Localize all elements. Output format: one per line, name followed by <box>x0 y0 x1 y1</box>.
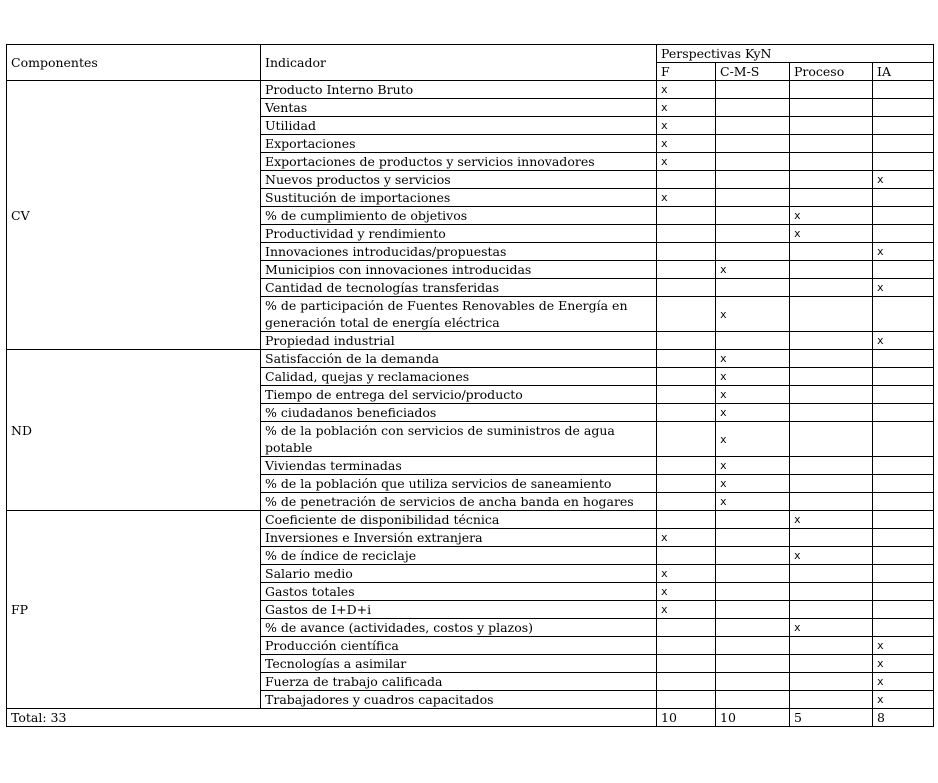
mark-cell-f <box>657 368 716 386</box>
mark-cell-f <box>657 457 716 475</box>
mark-cell-proceso <box>790 493 873 511</box>
mark-cell-proceso: x <box>790 225 873 243</box>
indicador-cell: Ventas <box>261 99 657 117</box>
mark-cell-proceso <box>790 583 873 601</box>
indicador-cell: Productividad y rendimiento <box>261 225 657 243</box>
mark-cell-ia <box>873 368 934 386</box>
indicador-cell: Propiedad industrial <box>261 332 657 350</box>
mark-cell-ia <box>873 261 934 279</box>
mark-cell-ia <box>873 601 934 619</box>
mark-cell-ia <box>873 81 934 99</box>
mark-cell-proceso: x <box>790 547 873 565</box>
mark-cell-ia <box>873 475 934 493</box>
mark-cell-f: x <box>657 565 716 583</box>
mark-cell-proceso <box>790 350 873 368</box>
mark-cell-f: x <box>657 117 716 135</box>
mark-cell-proceso <box>790 189 873 207</box>
mark-cell-proceso <box>790 655 873 673</box>
indicador-cell: Satisfacción de la demanda <box>261 350 657 368</box>
mark-cell-f <box>657 332 716 350</box>
mark-cell-proceso <box>790 457 873 475</box>
indicador-cell: Coeficiente de disponibilidad técnica <box>261 511 657 529</box>
mark-cell-f: x <box>657 135 716 153</box>
mark-cell-f <box>657 493 716 511</box>
mark-cell-proceso: x <box>790 511 873 529</box>
mark-cell-f <box>657 404 716 422</box>
mark-cell-f: x <box>657 529 716 547</box>
mark-cell-ia <box>873 565 934 583</box>
mark-cell-cms <box>716 117 790 135</box>
mark-cell-proceso: x <box>790 619 873 637</box>
mark-cell-ia: x <box>873 332 934 350</box>
indicador-cell: Salario medio <box>261 565 657 583</box>
mark-cell-ia <box>873 511 934 529</box>
mark-cell-cms <box>716 189 790 207</box>
mark-cell-proceso <box>790 135 873 153</box>
indicador-cell: Tiempo de entrega del servicio/producto <box>261 386 657 404</box>
mark-cell-ia <box>873 297 934 332</box>
indicador-cell: Calidad, quejas y reclamaciones <box>261 368 657 386</box>
header-row-1 <box>7 45 934 63</box>
mark-cell-f <box>657 673 716 691</box>
mark-cell-f: x <box>657 81 716 99</box>
mark-cell-proceso <box>790 422 873 457</box>
mark-cell-proceso <box>790 261 873 279</box>
mark-cell-cms: x <box>716 475 790 493</box>
mark-cell-ia <box>873 117 934 135</box>
header-indicador: Indicador <box>261 45 657 81</box>
mark-cell-proceso <box>790 243 873 261</box>
mark-cell-proceso <box>790 673 873 691</box>
mark-cell-proceso <box>790 332 873 350</box>
table-row <box>7 81 934 99</box>
mark-cell-f: x <box>657 189 716 207</box>
mark-cell-proceso <box>790 99 873 117</box>
mark-cell-proceso <box>790 475 873 493</box>
indicador-cell: % de índice de reciclaje <box>261 547 657 565</box>
mark-cell-f <box>657 511 716 529</box>
mark-cell-cms <box>716 637 790 655</box>
indicador-cell: Nuevos productos y servicios <box>261 171 657 189</box>
mark-cell-f <box>657 386 716 404</box>
mark-cell-ia: x <box>873 243 934 261</box>
mark-cell-f: x <box>657 583 716 601</box>
mark-cell-f: x <box>657 99 716 117</box>
mark-cell-ia <box>873 99 934 117</box>
mark-cell-ia <box>873 619 934 637</box>
mark-cell-cms <box>716 673 790 691</box>
mark-cell-cms <box>716 529 790 547</box>
mark-cell-cms <box>716 207 790 225</box>
indicador-cell: Producción científica <box>261 637 657 655</box>
mark-cell-ia <box>873 350 934 368</box>
mark-cell-proceso <box>790 81 873 99</box>
mark-cell-proceso <box>790 529 873 547</box>
table-row <box>7 350 934 368</box>
mark-cell-ia: x <box>873 655 934 673</box>
indicador-cell: Inversiones e Inversión extranjera <box>261 529 657 547</box>
indicador-cell: Fuerza de trabajo calificada <box>261 673 657 691</box>
total-row <box>7 709 934 727</box>
indicador-cell: % de la población que utiliza servicios de saneamiento <box>261 475 657 493</box>
mark-cell-ia <box>873 422 934 457</box>
mark-cell-proceso <box>790 117 873 135</box>
indicador-cell: % de penetración de servicios de ancha banda en hogares <box>261 493 657 511</box>
indicators-table <box>6 44 934 727</box>
mark-cell-cms <box>716 225 790 243</box>
mark-cell-cms <box>716 565 790 583</box>
mark-cell-cms: x <box>716 386 790 404</box>
indicador-cell: Gastos de I+D+i <box>261 601 657 619</box>
total-cms: 10 <box>716 709 790 727</box>
mark-cell-proceso <box>790 279 873 297</box>
total-proceso: 5 <box>790 709 873 727</box>
total-ia: 8 <box>873 709 934 727</box>
table-body <box>7 81 934 709</box>
mark-cell-cms <box>716 619 790 637</box>
mark-cell-cms <box>716 691 790 709</box>
indicador-cell: % de participación de Fuentes Renovables de Energía en generación total de energía eléctrica <box>261 297 657 332</box>
mark-cell-proceso <box>790 368 873 386</box>
total-label: Total: 33 <box>7 709 657 727</box>
header-col-cms: C-M-S <box>716 63 790 81</box>
mark-cell-f <box>657 691 716 709</box>
mark-cell-cms <box>716 583 790 601</box>
mark-cell-ia <box>873 547 934 565</box>
mark-cell-f <box>657 422 716 457</box>
indicador-cell: Producto Interno Bruto <box>261 81 657 99</box>
mark-cell-proceso <box>790 637 873 655</box>
mark-cell-proceso: x <box>790 207 873 225</box>
total-f: 10 <box>657 709 716 727</box>
mark-cell-cms <box>716 81 790 99</box>
component-cell: CV <box>7 81 261 350</box>
mark-cell-ia <box>873 404 934 422</box>
mark-cell-ia <box>873 457 934 475</box>
mark-cell-ia: x <box>873 637 934 655</box>
mark-cell-cms <box>716 655 790 673</box>
mark-cell-cms: x <box>716 422 790 457</box>
mark-cell-proceso <box>790 153 873 171</box>
mark-cell-cms <box>716 171 790 189</box>
mark-cell-ia: x <box>873 691 934 709</box>
component-cell: FP <box>7 511 261 709</box>
header-col-f: F <box>657 63 716 81</box>
mark-cell-f <box>657 297 716 332</box>
mark-cell-cms: x <box>716 493 790 511</box>
table-row <box>7 511 934 529</box>
mark-cell-ia: x <box>873 673 934 691</box>
mark-cell-f <box>657 279 716 297</box>
mark-cell-f: x <box>657 153 716 171</box>
mark-cell-cms <box>716 243 790 261</box>
mark-cell-proceso <box>790 171 873 189</box>
mark-cell-proceso <box>790 565 873 583</box>
mark-cell-cms <box>716 332 790 350</box>
mark-cell-ia: x <box>873 279 934 297</box>
indicador-cell: Sustitución de importaciones <box>261 189 657 207</box>
mark-cell-cms: x <box>716 457 790 475</box>
mark-cell-f <box>657 547 716 565</box>
mark-cell-proceso <box>790 404 873 422</box>
header-col-ia: IA <box>873 63 934 81</box>
mark-cell-f <box>657 619 716 637</box>
indicador-cell: Tecnologías a asimilar <box>261 655 657 673</box>
indicador-cell: % ciudadanos beneficiados <box>261 404 657 422</box>
indicador-cell: Exportaciones de productos y servicios innovadores <box>261 153 657 171</box>
mark-cell-ia <box>873 135 934 153</box>
mark-cell-cms: x <box>716 404 790 422</box>
mark-cell-f <box>657 261 716 279</box>
mark-cell-proceso <box>790 691 873 709</box>
mark-cell-f <box>657 207 716 225</box>
mark-cell-cms <box>716 279 790 297</box>
mark-cell-f <box>657 637 716 655</box>
mark-cell-f <box>657 243 716 261</box>
indicador-cell: % de avance (actividades, costos y plazos) <box>261 619 657 637</box>
header-componentes: Componentes <box>7 45 261 81</box>
mark-cell-ia <box>873 583 934 601</box>
mark-cell-f <box>657 350 716 368</box>
indicador-cell: % de cumplimiento de objetivos <box>261 207 657 225</box>
mark-cell-ia <box>873 386 934 404</box>
mark-cell-cms: x <box>716 297 790 332</box>
mark-cell-ia <box>873 493 934 511</box>
mark-cell-ia <box>873 207 934 225</box>
component-cell: ND <box>7 350 261 511</box>
indicador-cell: Utilidad <box>261 117 657 135</box>
mark-cell-ia <box>873 153 934 171</box>
indicador-cell: Gastos totales <box>261 583 657 601</box>
indicador-cell: Municipios con innovaciones introducidas <box>261 261 657 279</box>
header-perspectivas: Perspectivas KyN <box>657 45 934 63</box>
mark-cell-cms <box>716 547 790 565</box>
mark-cell-ia <box>873 189 934 207</box>
mark-cell-ia: x <box>873 171 934 189</box>
mark-cell-f <box>657 475 716 493</box>
indicador-cell: Exportaciones <box>261 135 657 153</box>
mark-cell-cms: x <box>716 350 790 368</box>
mark-cell-ia <box>873 225 934 243</box>
mark-cell-f <box>657 171 716 189</box>
mark-cell-proceso <box>790 601 873 619</box>
indicador-cell: % de la población con servicios de suministros de agua potable <box>261 422 657 457</box>
mark-cell-f <box>657 225 716 243</box>
mark-cell-cms: x <box>716 261 790 279</box>
mark-cell-cms <box>716 153 790 171</box>
mark-cell-proceso <box>790 297 873 332</box>
indicador-cell: Cantidad de tecnologías transferidas <box>261 279 657 297</box>
mark-cell-cms <box>716 601 790 619</box>
mark-cell-proceso <box>790 386 873 404</box>
indicador-cell: Trabajadores y cuadros capacitados <box>261 691 657 709</box>
mark-cell-ia <box>873 529 934 547</box>
mark-cell-cms <box>716 135 790 153</box>
mark-cell-cms: x <box>716 368 790 386</box>
mark-cell-cms <box>716 99 790 117</box>
mark-cell-cms <box>716 511 790 529</box>
indicador-cell: Innovaciones introducidas/propuestas <box>261 243 657 261</box>
mark-cell-f <box>657 655 716 673</box>
mark-cell-f: x <box>657 601 716 619</box>
indicador-cell: Viviendas terminadas <box>261 457 657 475</box>
header-col-proceso: Proceso <box>790 63 873 81</box>
